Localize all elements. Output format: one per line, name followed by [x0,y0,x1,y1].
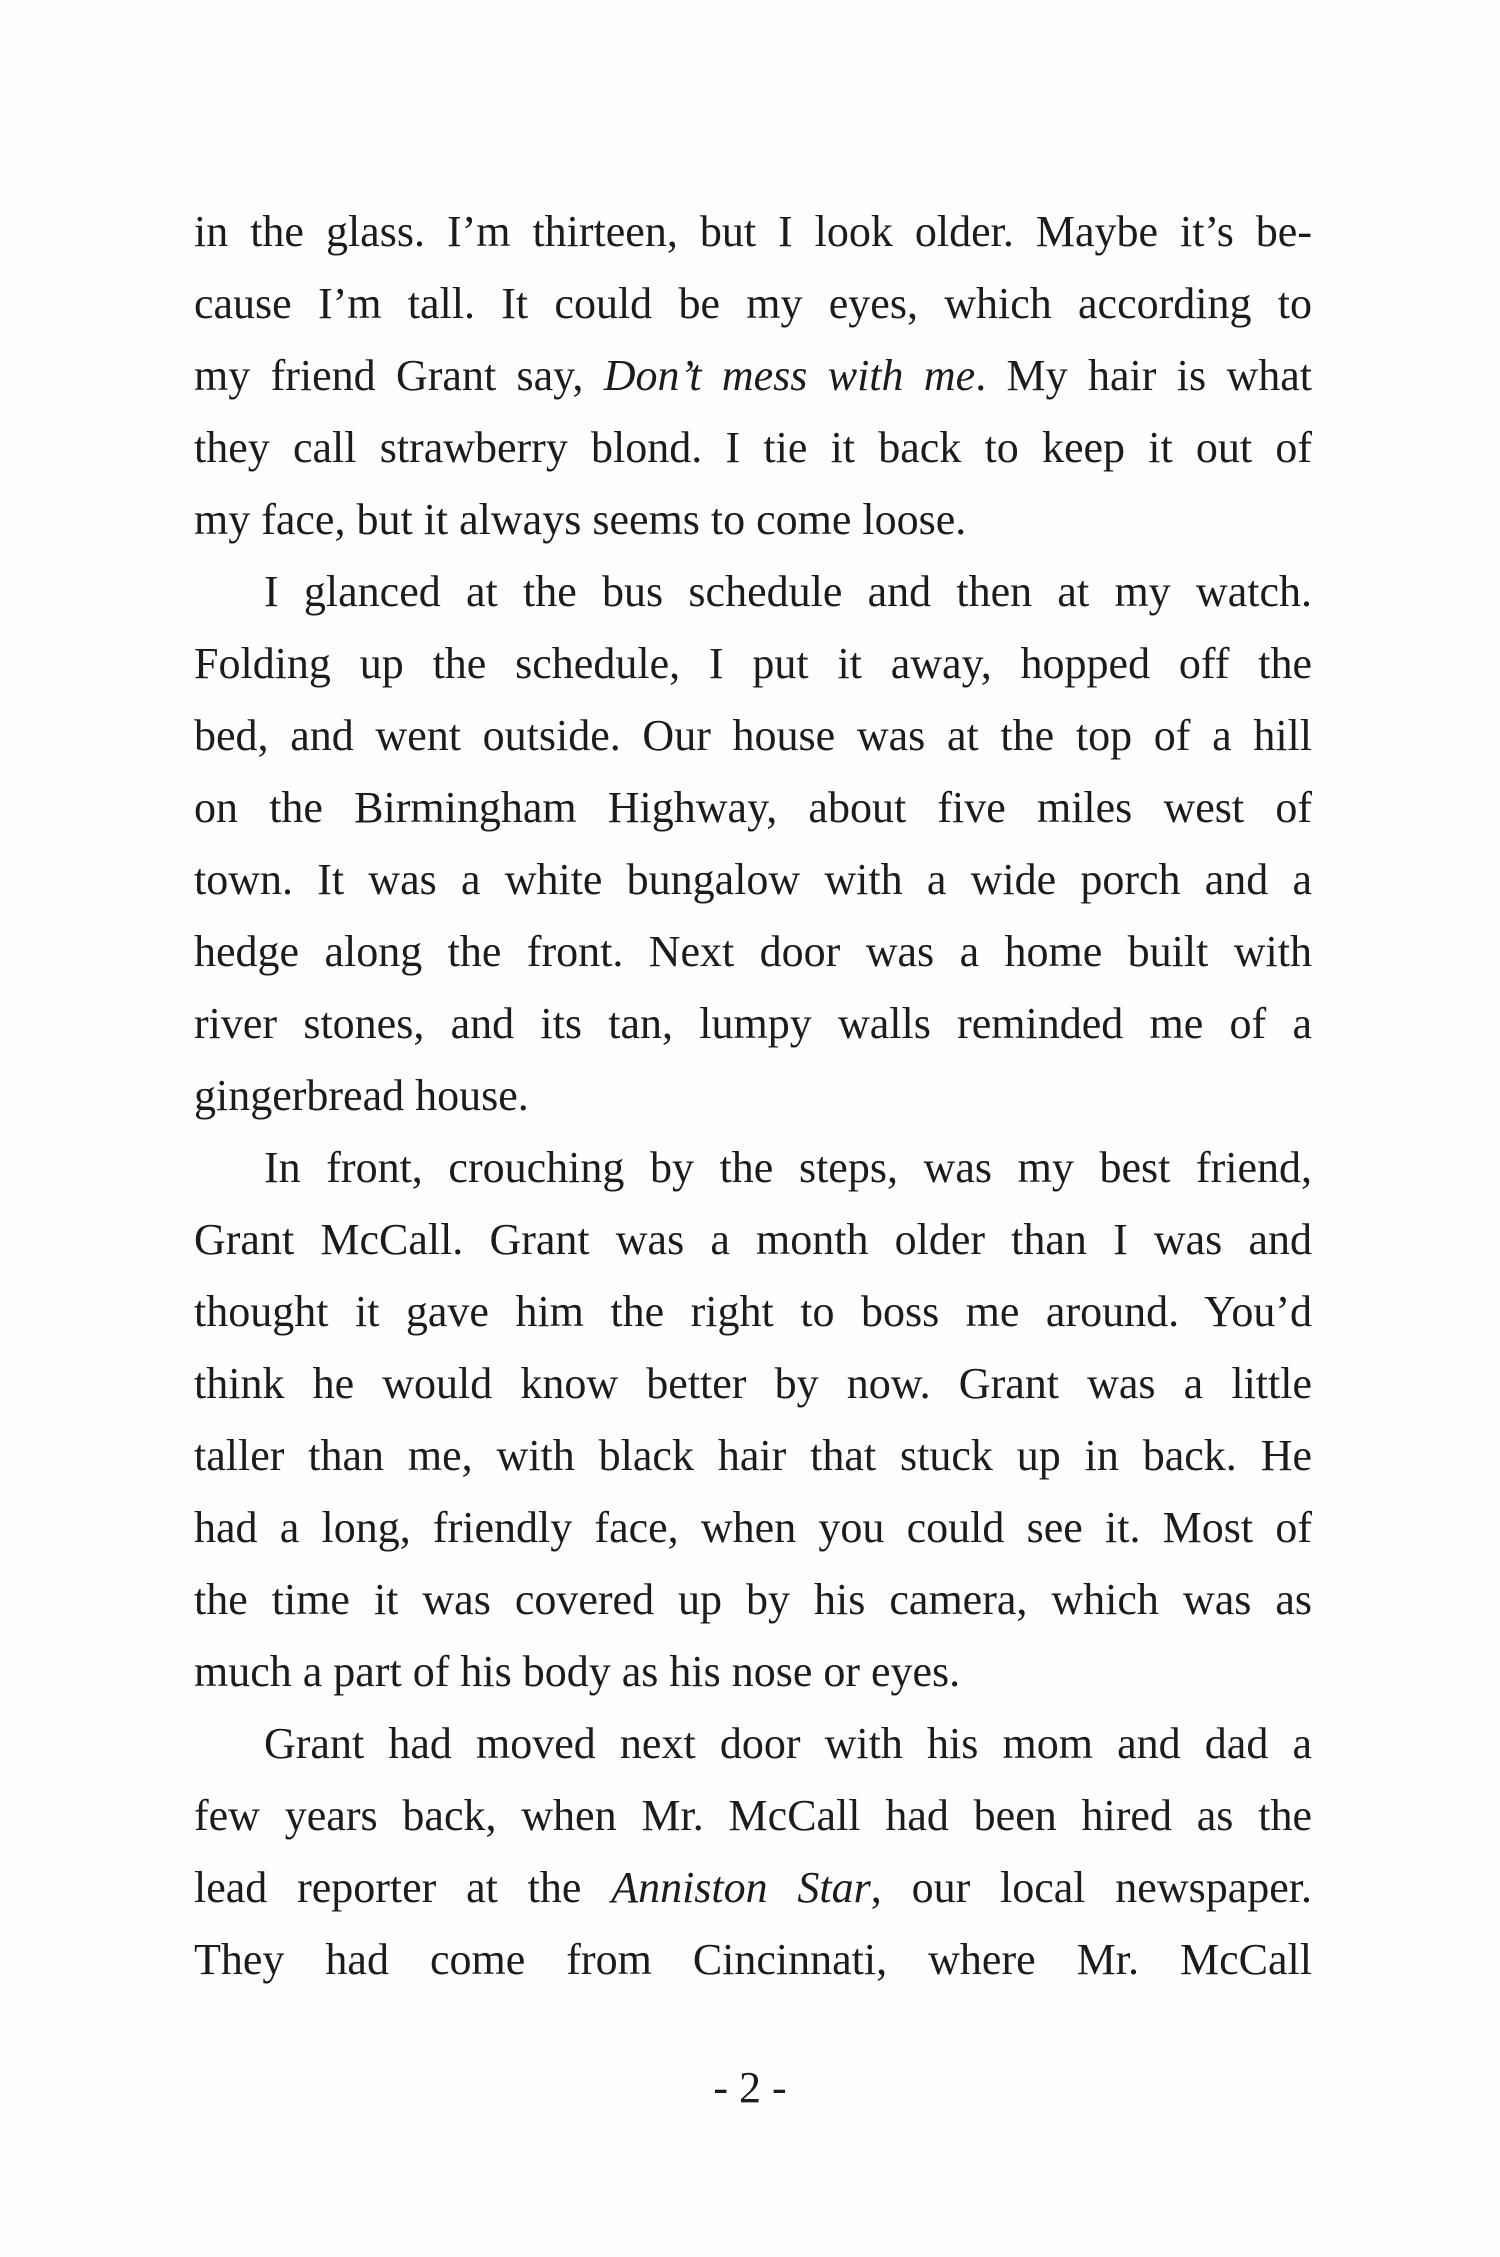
text-segment: . My hair is what [975,351,1313,400]
text-line: Folding up the schedule, I put it away, hopped off the [194,639,1312,688]
text-line: hedge along the front. Next door was a home built with [194,927,1312,976]
text-line: few years back, when Mr. McCall had been hired as the [194,1791,1312,1840]
text-segment: lead reporter at the [194,1863,612,1912]
italic-phrase: Don’t mess with me [603,351,976,400]
text-line: cause I’m tall. It could be my eyes, which according to [194,279,1312,328]
paragraph-start-line: I glanced at the bus schedule and then at my watch. [264,567,1312,616]
text-line: think he would know better by now. Grant was a little [194,1359,1312,1408]
text-line: bed, and went outside. Our house was at the top of a hill [194,711,1312,760]
text-line: river stones, and its tan, lumpy walls reminded me of a [194,999,1312,1048]
text-line: gingerbread house. [194,1071,529,1120]
text-line: they call strawberry blond. I tie it back to keep it out of [194,423,1312,472]
text-line [194,1852,1312,1924]
text-line: They had come from Cincinnati, where Mr. McCall [194,1935,1312,1984]
page-number: - 2 - [713,2063,787,2112]
text-line: town. It was a white bungalow with a wide porch and a [194,855,1312,904]
paragraph-start-line: In front, crouching by the steps, was my best friend, [264,1143,1312,1192]
paragraph-start-line: Grant had moved next door with his mom and dad a [264,1719,1312,1768]
body-text [194,196,1312,1996]
text-line: Grant McCall. Grant was a month older than I was and [194,1215,1312,1264]
text-line [194,340,1312,412]
text-line: much a part of his body as his nose or eyes. [194,1647,961,1696]
text-line: in the glass. I’m thirteen, but I look older. Maybe it’s be- [194,207,1312,256]
text-segment: , our local newspaper. [870,1863,1313,1912]
text-line: my face, but it always seems to come loose. [194,495,967,544]
text-line: on the Birmingham Highway, about five miles west of [194,783,1312,832]
italic-phrase: Anniston Star [611,1863,871,1912]
text-line: taller than me, with black hair that stuck up in back. He [194,1431,1312,1480]
text-line: the time it was covered up by his camera, which was as [194,1575,1312,1624]
text-line: had a long, friendly face, when you could see it. Most of [194,1503,1312,1552]
text-segment: my friend Grant say, [194,351,604,400]
text-line: thought it gave him the right to boss me around. You’d [194,1287,1312,1336]
